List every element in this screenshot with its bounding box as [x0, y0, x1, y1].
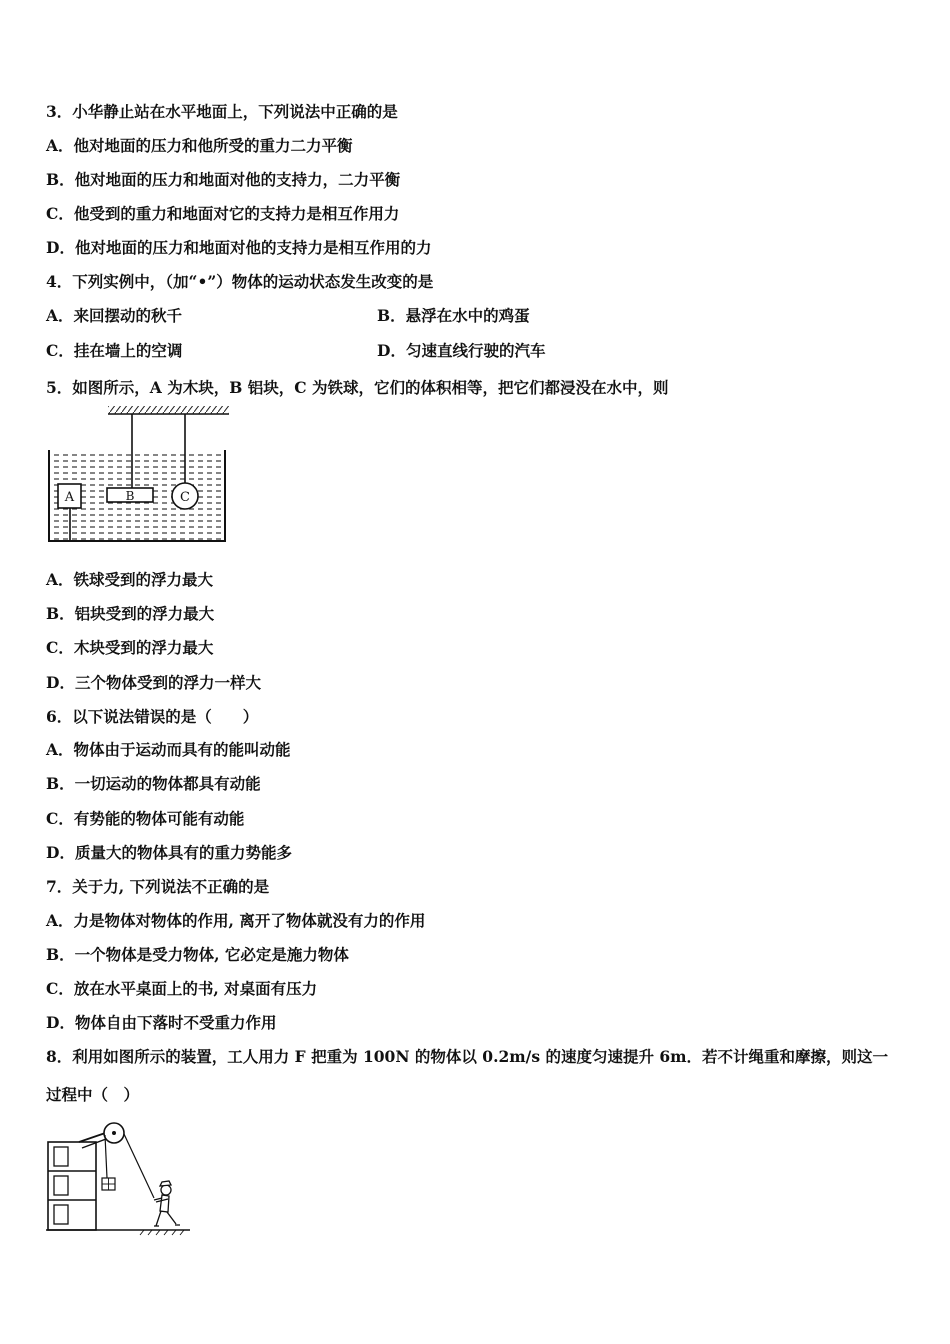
- q3-option-b: B．他对地面的压力和地面对他的支持力，二力平衡: [46, 170, 401, 189]
- q6-option-c: C．有势能的物体可能有动能: [46, 809, 245, 828]
- q5-option-d: D．三个物体受到的浮力一样大: [46, 673, 261, 692]
- q4-stem: 4．下列实例中，（加“•”）物体的运动状态发生改变的是: [46, 272, 434, 291]
- q6-stem: 6．以下说法错误的是（ ）: [46, 707, 259, 726]
- q5-stem: 5．如图所示，A 为木块，B 铝块，C 为铁球，它们的体积相等，把它们都浸没在水中，则: [46, 378, 669, 397]
- q4-option-b: B．悬浮在水中的鸡蛋: [377, 306, 530, 325]
- label-c: C: [180, 490, 190, 505]
- q8-stem-line1: 8．利用如图所示的装置，工人用力 F 把重为 100N 的物体以 0.2m/s 的速度匀速提升 6m．若不计绳重和摩擦，则这一: [46, 1047, 889, 1066]
- q5-option-c: C．木块受到的浮力最大: [46, 638, 214, 657]
- q3-option-c: C．他受到的重力和地面对它的支持力是相互作用力: [46, 204, 400, 223]
- q7-option-c: C．放在水平桌面上的书, 对桌面有压力: [46, 979, 318, 998]
- q3-stem: 3．小华静止站在水平地面上，下列说法中正确的是: [46, 102, 398, 121]
- q7-option-a: A．力是物体对物体的作用, 离开了物体就没有力的作用: [46, 911, 426, 930]
- q5-option-b: B．铝块受到的浮力最大: [46, 604, 215, 623]
- q4-option-c: C．挂在墙上的空调: [46, 341, 183, 360]
- q4-option-a: A．来回摆动的秋千: [46, 306, 183, 325]
- worker-figure: [154, 1181, 180, 1226]
- q6-option-b: B．一切运动的物体都具有动能: [46, 774, 261, 793]
- q3-option-d: D．他对地面的压力和地面对他的支持力是相互作用的力: [46, 238, 432, 257]
- q8-figure-pulley: [44, 1114, 194, 1238]
- label-b: B: [125, 489, 135, 503]
- label-a: A: [64, 490, 75, 505]
- q7-stem: 7．关于力, 下列说法不正确的是: [46, 877, 270, 896]
- q4-option-d: D．匀速直线行驶的汽车: [377, 341, 546, 360]
- q5-figure-water-tank: [44, 404, 234, 550]
- q7-option-d: D．物体自由下落时不受重力作用: [46, 1013, 277, 1032]
- q6-option-a: A．物体由于运动而具有的能叫动能: [46, 740, 291, 759]
- q8-stem-line2: 过程中（ ）: [46, 1085, 140, 1104]
- q6-option-d: D．质量大的物体具有的重力势能多: [46, 843, 292, 862]
- q3-option-a: A．他对地面的压力和他所受的重力二力平衡: [46, 136, 353, 155]
- q5-option-a: A．铁球受到的浮力最大: [46, 570, 214, 589]
- q7-option-b: B．一个物体是受力物体, 它必定是施力物体: [46, 945, 349, 964]
